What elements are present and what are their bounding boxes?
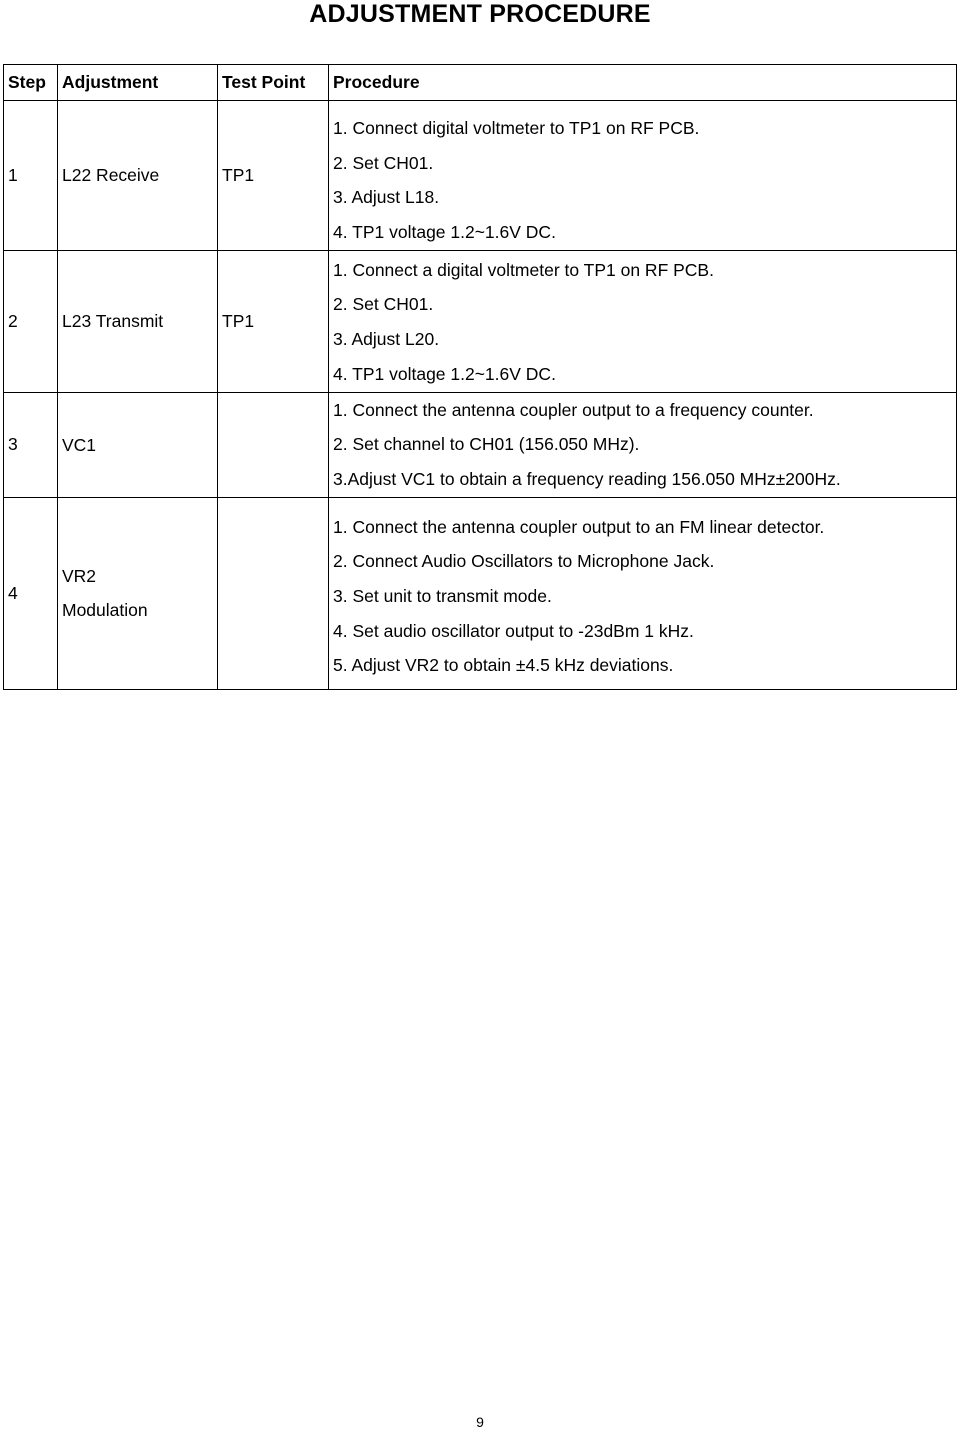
- adjustment-procedure-table: [3, 64, 957, 690]
- procedure-step: 2. Set channel to CH01 (156.050 MHz).: [333, 434, 640, 455]
- adjustment-cell: [58, 250, 218, 392]
- table-row: [4, 392, 957, 497]
- table-header-row: [4, 65, 957, 101]
- adjustment-cell: [58, 497, 218, 689]
- procedure-step: 2. Connect Audio Oscillators to Microphone Jack.: [333, 551, 715, 572]
- procedure-step: 3. Set unit to transmit mode.: [333, 585, 552, 606]
- page-number: 9: [476, 1414, 484, 1430]
- adjustment-line: L22 Receive: [62, 165, 160, 186]
- step-cell: 3: [4, 392, 58, 497]
- procedure-step: 1. Connect the antenna coupler output to a frequency counter.: [333, 399, 814, 420]
- header-step: Step: [4, 65, 58, 101]
- table-row: [4, 101, 957, 251]
- test-point-cell: [218, 497, 329, 689]
- adjustment-line: VC1: [62, 434, 97, 455]
- procedure-step: 3. Adjust L20.: [333, 329, 440, 350]
- header-procedure: Procedure: [329, 65, 957, 101]
- header-test-point: Test Point: [218, 65, 329, 101]
- procedure-step: 2. Set CH01.: [333, 152, 434, 173]
- procedure-cell: [329, 101, 957, 251]
- step-cell: 4: [4, 497, 58, 689]
- test-point-cell: TP1: [218, 250, 329, 392]
- procedure-cell: [329, 250, 957, 392]
- procedure-step: 2. Set CH01.: [333, 294, 434, 315]
- procedure-step: 4. TP1 voltage 1.2~1.6V DC.: [333, 222, 556, 243]
- table-row: [4, 250, 957, 392]
- step-cell: 2: [4, 250, 58, 392]
- adjustment-line: VR2: [62, 566, 97, 587]
- procedure-step: 4. Set audio oscillator output to -23dBm 1 kHz.: [333, 620, 694, 641]
- procedure-step: 3.Adjust VC1 to obtain a frequency reading 156.050 MHz±200Hz.: [333, 468, 841, 489]
- procedure-step: 1. Connect a digital voltmeter to TP1 on RF PCB.: [333, 259, 714, 280]
- procedure-step: 1. Connect the antenna coupler output to an FM linear detector.: [333, 516, 825, 537]
- adjustment-cell: [58, 392, 218, 497]
- test-point-cell: [218, 392, 329, 497]
- header-adjustment: Adjustment: [58, 65, 218, 101]
- test-point-cell: TP1: [218, 101, 329, 251]
- adjustment-line: Modulation: [62, 600, 148, 621]
- procedure-cell: [329, 392, 957, 497]
- adjustment-line: L23 Transmit: [62, 311, 164, 332]
- procedure-step: 4. TP1 voltage 1.2~1.6V DC.: [333, 363, 556, 384]
- procedure-cell: [329, 497, 957, 689]
- adjustment-cell: [58, 101, 218, 251]
- procedure-step: 3. Adjust L18.: [333, 187, 440, 208]
- procedure-step: 1. Connect digital voltmeter to TP1 on RF PCB.: [333, 118, 700, 138]
- page-title: ADJUSTMENT PROCEDURE: [309, 0, 651, 28]
- table-row: [4, 497, 957, 689]
- procedure-step: 5. Adjust VR2 to obtain ±4.5 kHz deviations.: [333, 655, 674, 676]
- step-cell: 1: [4, 101, 58, 251]
